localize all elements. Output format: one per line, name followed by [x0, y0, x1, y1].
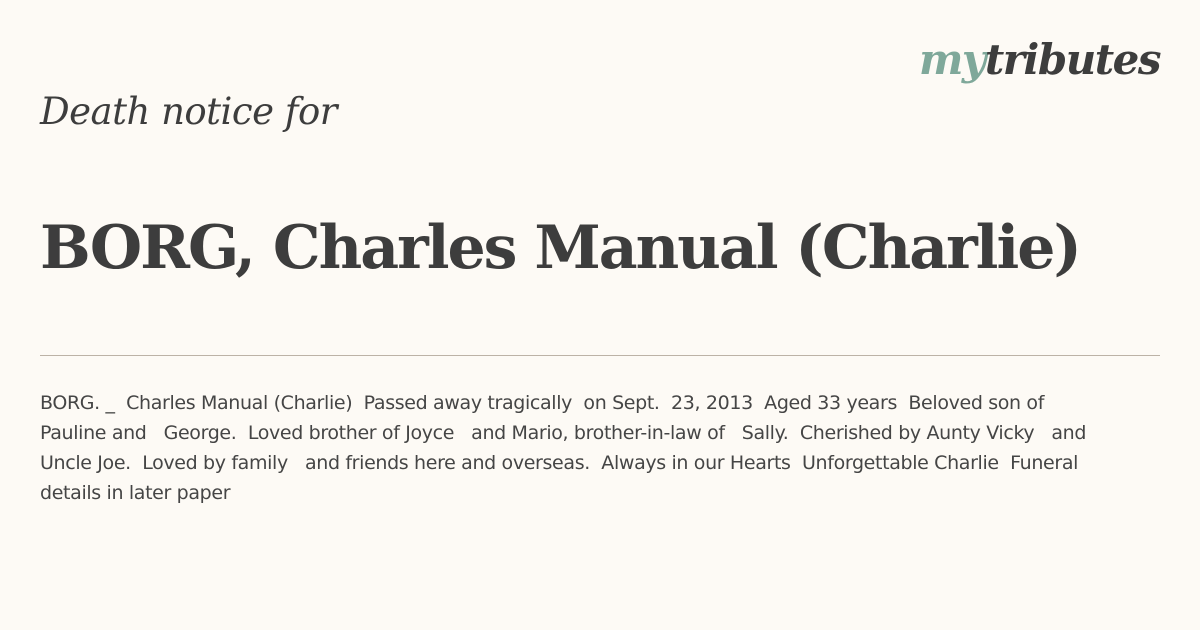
- logo-suffix: tributes: [984, 35, 1160, 84]
- deceased-name: BORG, Charles Manual (Charlie): [40, 213, 1080, 283]
- mytributes-logo[interactable]: [919, 30, 1160, 90]
- logo-prefix: my: [918, 35, 985, 84]
- notice-eyebrow: Death notice for: [40, 90, 337, 133]
- notice-body: BORG. _ Charles Manual (Charlie) Passed away tragically on Sept. 23, 2013 Aged 33 years Beloved son of Pauline and George. Loved brother of Joyce and Mario, brother-in-law of Sally. Cherished by Aunty Vicky and Uncle Joe. Loved by family and friends here and overseas. Always in our Hearts Unforgettable Charlie Funeral details in later paper: [40, 392, 1092, 504]
- divider: [40, 355, 1160, 356]
